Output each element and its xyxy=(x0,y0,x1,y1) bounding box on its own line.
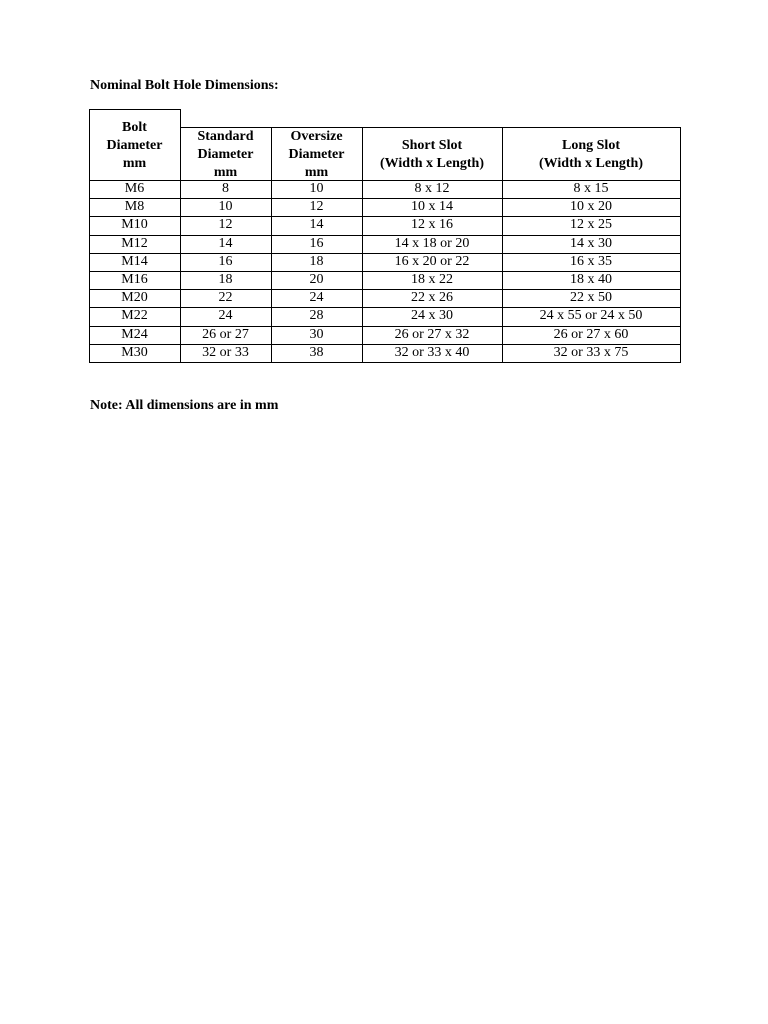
column-header-line: Bolt xyxy=(122,119,147,135)
table-cell: M20 xyxy=(121,290,148,306)
column-header-line: (Width x Length) xyxy=(380,155,484,171)
bolt-hole-table xyxy=(89,0,681,400)
table-cell: M24 xyxy=(121,326,148,342)
column-divider xyxy=(680,127,681,363)
table-border-top-first xyxy=(89,109,181,110)
table-cell: 8 x 12 xyxy=(414,181,450,196)
table-cell: 18 xyxy=(218,272,233,287)
table-cell: 16 x 20 or 22 xyxy=(394,253,470,269)
table-cell: 12 xyxy=(218,217,233,233)
table-cell: 24 x 55 or 24 x 50 xyxy=(539,308,643,324)
table-cell: 14 x 30 xyxy=(570,235,612,251)
table-cell: 10 x 20 xyxy=(570,199,612,215)
column-header-line: Short Slot xyxy=(401,137,463,153)
column-header-line: Long Slot xyxy=(562,137,620,153)
table-cell: 8 xyxy=(222,181,229,196)
column-header-line: mm xyxy=(213,164,238,180)
column-header-line: Diameter xyxy=(288,146,345,162)
table-cell: 30 xyxy=(309,326,324,342)
table-cell: 22 x 26 xyxy=(411,290,453,306)
column-header-line: mm xyxy=(122,155,147,171)
table-cell: 14 xyxy=(309,217,324,233)
table-cell: 32 or 33 x 75 xyxy=(553,344,629,360)
table-cell: 20 xyxy=(309,272,324,287)
table-cell: M10 xyxy=(121,217,148,233)
table-cell: 10 x 14 xyxy=(411,199,453,215)
table-cell: 24 xyxy=(309,290,324,306)
table-cell: 10 xyxy=(218,199,233,215)
column-header xyxy=(180,128,271,182)
table-cell: 12 x 16 xyxy=(411,217,453,233)
table-cell: 14 xyxy=(218,235,233,251)
table-cell: M6 xyxy=(124,181,145,196)
table-cell: 12 xyxy=(309,199,324,215)
column-header xyxy=(89,119,180,173)
table-cell: 38 xyxy=(309,344,324,360)
column-header xyxy=(362,137,502,173)
table-cell: 16 xyxy=(309,235,324,251)
table-cell: 14 x 18 or 20 xyxy=(394,235,470,251)
table-cell: M14 xyxy=(121,253,148,269)
table-cell: M22 xyxy=(121,308,148,324)
table-cell: M8 xyxy=(124,199,145,215)
column-header-line: Diameter xyxy=(197,146,254,162)
table-cell: 12 x 25 xyxy=(570,217,612,233)
table-cell: 26 or 27 x 32 xyxy=(394,326,470,342)
table-cell: 24 x 30 xyxy=(411,308,453,324)
table-cell: 32 or 33 xyxy=(202,344,249,360)
table-cell: 22 x 50 xyxy=(570,290,612,306)
table-cell: 28 xyxy=(309,308,324,324)
table-cell: 10 xyxy=(309,181,324,196)
column-header-line: mm xyxy=(304,164,329,180)
table-cell: 16 xyxy=(218,253,233,269)
dimensions-note: Note: All dimensions are in mm xyxy=(90,398,279,413)
column-header-line: Standard xyxy=(197,128,254,144)
column-header xyxy=(271,128,362,182)
table-cell: 16 x 35 xyxy=(570,253,612,269)
table-cell: 26 or 27 xyxy=(202,326,249,342)
column-header-line: Oversize xyxy=(290,128,343,144)
table-cell: M16 xyxy=(121,272,148,287)
table-cell: 18 x 22 xyxy=(411,272,453,287)
table-cell: 8 x 15 xyxy=(573,181,609,196)
column-header xyxy=(502,137,680,173)
column-header-line: Diameter xyxy=(106,137,163,153)
column-header-line: (Width x Length) xyxy=(539,155,643,171)
row-divider xyxy=(89,362,681,363)
table-cell: 22 xyxy=(218,290,233,306)
page-heading: Nominal Bolt Hole Dimensions: xyxy=(90,78,279,93)
table-cell: 24 xyxy=(218,308,233,324)
table-cell: M12 xyxy=(121,235,148,251)
table-cell: 18 x 40 xyxy=(570,272,612,287)
table-cell: 26 or 27 x 60 xyxy=(553,326,629,342)
table-cell: 18 xyxy=(309,253,324,269)
table-cell: M30 xyxy=(121,344,148,360)
table-cell: 32 or 33 x 40 xyxy=(394,344,470,360)
